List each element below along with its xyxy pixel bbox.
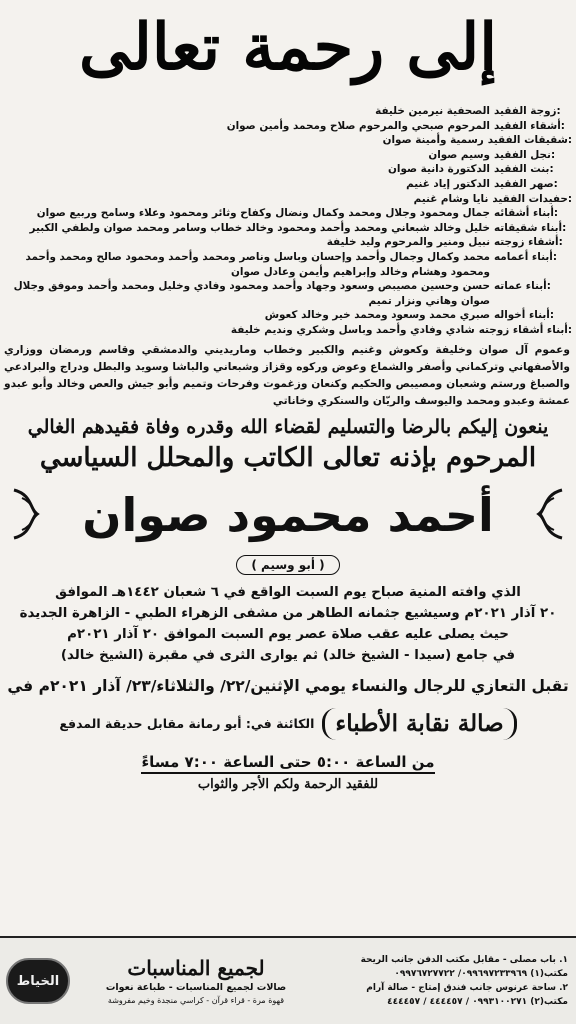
family-relation-label: أبناء أخواله: [494,309,555,322]
address-line: مكتب(٢) ٠٩٩٣١٠٠٢٧١ / ٤٤٤٤٥٧ / ٤٤٤٤٥٧ [387,997,568,1007]
family-names: المرحوم صبحي والمرحوم صلاح ومحمد وأمين صوان [226,119,490,132]
family-names: شادي وفادي وأحمد وباسل وشكري ونديم خليفة [230,323,475,336]
hall-location: الكائنة في: أبو رمانة مقابل حديقة المدفع [59,716,315,731]
deceased-name: أحمد محمود صوان [82,487,494,542]
family-row [0,206,572,221]
family-relation-label: أبناء أعمامه: [494,250,557,263]
family-names: محمد وكمال وجمال وأحمد وإحسان وباسل وناصر ومحمد وأحمد ومحمود صالح ومحمد وأحمد ومحمود وهشام وخالد وإبراهيم وأيمن وعادل صوان [25,250,490,278]
brand-subtitle: صالات لجميع المناسبات - طباعة نعوات [105,982,287,993]
address-line: مكتب(١) ٠٩٩٦٩٧٢٣٣٩٦٩/ ٠٩٩٧٦٧٢٧٧٢٢ [394,969,568,979]
family-names: الدكتورة دانية صوان [388,163,490,176]
headline: إلى رحمة تعالى [79,10,497,85]
family-relation-label: أبناء أشقاء زوجته: [478,323,572,336]
address-line: ١. باب مصلى - مقابل مكتب الدفن جانب الريحة [360,955,568,965]
brand-logo: الخياط [6,958,70,1004]
hall-name: صالة نقابة الأطباء [322,708,516,740]
family-relation-label: أبناء أشقائه: [494,207,559,220]
detail-line: ٢٠ آذار ٢٠٢١م وسيشيع جثمانه الطاهر من مشفى الزهراء الطبي - الزاهرة الجديدة [19,605,557,621]
detail-line: حيث يصلى عليه عقب صلاة عصر يوم السبت الموافق ٢٠ آذار ٢٠٢١م [67,626,509,642]
family-names: وسيم صوان [428,148,490,161]
family-row [0,308,572,323]
family-names: حسن وحسين مصيبص وسعود وجهاد وأحمد ومحمود وفادي وخليل ومحمد وأحمد وموفق وجلال صوان وهاني ونزار تميم [13,280,490,307]
deceased-name-block [0,476,576,554]
brand-services: قهوة مرة - قراء قرآن - كراسي منجدة وخيم مفروشة [107,996,285,1005]
family-relation-label: شقيقات الفقيد: [487,134,572,147]
footer-brand [70,955,322,1007]
family-row [0,119,572,134]
family-names: صبري محمد وسعود ومحمد خير وخالد كعوش [264,309,490,322]
family-row [0,279,572,308]
extended-family-text: وعموم آل صوان وخليفة وكعوش وغنيم والكبير وخطاب وماريديني والدمشقي وقاسم ورمضان ووزاري والأصفهاني وتركماني وأصفر والشماع وعوض وركوه وقزاز وشبعاني والباشا وسويد والبطل ودراج والبرادعي والصباغ ورستم وشعبان ومصيبص والحكيم وكنعان وزغموت وفرحات وتميم وأبو جيش والعص وخالد وأبو عبدو عمشة وعبدو ومحمد واليوسف والريّان والسنكري وخاناتي [4,343,570,407]
deceased-title: المرحوم بإذنه تعالى الكاتب والمحلل السياسي [39,442,537,473]
detail-line: في جامع (سيدا - الشيخ خالد) ثم يوارى الثرى في مقبرة (الشيخ خالد) [60,647,516,663]
family-relation-label: بنت الفقيد: [494,163,554,176]
family-names: الصحفية نيرمين خليفة [375,105,490,117]
brand-name: لجميع المناسبات [127,956,265,980]
family-row [0,250,572,279]
family-names: نايا وشام غنيم [413,192,489,205]
family-names: رسمية وأمينة صوان [382,134,484,147]
ornament-bracket-right-icon [532,486,566,542]
kunya-wrap [0,554,576,578]
family-row [0,104,572,119]
funeral-details [0,578,576,666]
family-relation-label: صهر الفقيد: [494,177,558,190]
condolence-time [0,752,576,772]
footer-addresses [322,953,572,1009]
family-list [0,104,576,338]
family-row [0,162,572,177]
family-relation-label: نجل الفقيد: [494,148,556,161]
family-row [0,177,572,192]
family-names: الدكتور إياد غنيم [406,177,490,190]
family-relation-label: أبناء عماته: [494,280,551,293]
footer-advert [0,936,576,1024]
hall-block [0,706,576,742]
family-row [0,133,572,148]
kunya-badge: ( أبو وسيم ) [236,555,339,575]
family-names: خليل وخالد شبعاني ومحمد وأحمد ومحمود وخالد خطاب وسامر ومحمد صوان ولطفي الكبير [29,221,490,234]
family-row [0,148,572,163]
family-row [0,323,572,338]
family-relation-label: زوجة الفقيد: [494,105,561,117]
address-line: ٢. ساحة عرنوس جانب فندق إمتاج - صالة آرام [366,983,568,993]
announcement-line: ينعون إليكم بالرضا والتسليم لقضاء الله وقدره وفاة فقيدهم الغالي [27,415,549,438]
family-row [0,221,572,236]
condolence-line: تقبل التعازي للرجال والنساء يومي الإثنين/٢٢/ والثلاثاء/٢٣/ آذار ٢٠٢١م في [7,676,569,695]
family-relation-label: حفيدات الفقيد: [492,192,572,205]
family-relation-label: أبناء شقيقاته: [494,221,567,234]
family-row [0,192,572,207]
detail-line: الذي وافته المنية صباح يوم السبت الواقع في ٦ شعبان ١٤٤٢هـ الموافق [55,584,521,600]
family-relation-label: أشقاء الفقيد: [494,119,565,132]
family-relation-label: أشقاء زوجته: [494,236,563,249]
family-row [0,235,572,250]
closing-phrase: للفقيد الرحمة ولكم الأجر والثواب [197,776,379,792]
condolence-time-text: من الساعة ٥:٠٠ حتى الساعة ٧:٠٠ مساءً [141,753,434,774]
family-names: نبيل ومنير والمرحوم وليد خليفة [326,236,490,249]
family-names: جمال ومحمود وجلال ومحمد وكمال ونضال وكفاح وثائر ومحمود وعلاء وسامح وربيع صوان [36,207,490,220]
ornament-bracket-left-icon [10,486,44,542]
